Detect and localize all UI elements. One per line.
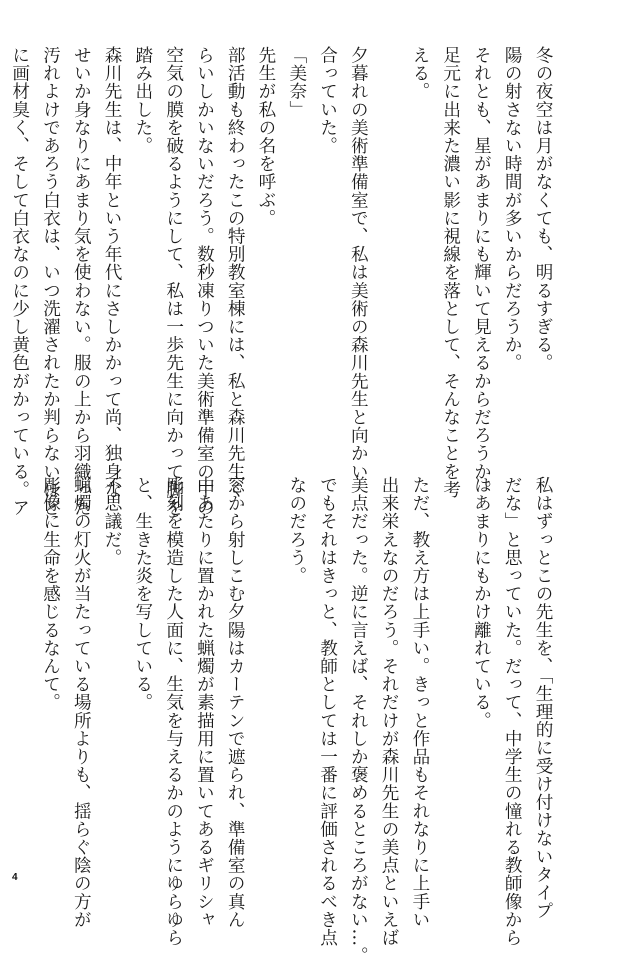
text-line: 不思議だ。 — [102, 476, 123, 567]
text-line: 彫刻を模造した人面に、生気を与えるかのようにゆらゆら — [163, 476, 184, 947]
text-line: らいしかいないだろう。数秒凍りついた美術準備室の中の — [194, 46, 215, 517]
text-line: 私はずっとこの先生を、「生理的に受け付けないタイプ — [533, 476, 553, 920]
text-line: でもそれはきっと、教師としては一番に評価されるべき点 — [317, 476, 338, 947]
text-line: 蝋燭の灯火が当たっている場所よりも、揺らぐ陰の方が — [71, 476, 92, 929]
text-line: 足元に出来た濃い影に視線を落として、そんなことを考 — [440, 46, 461, 499]
text-line: 先生が私の名を呼ぶ。 — [255, 46, 276, 227]
text-line: はあまりにもかけ離れている。 — [471, 476, 492, 730]
text-line: なのだろう。 — [286, 476, 307, 585]
text-line: 彫像に生命を感じるなんて。 — [40, 476, 61, 712]
text-line: 中あたりに置かれた蝋燭が素描用に置いてあるギリシャ — [194, 476, 215, 929]
text-line: 踏み出した。 — [132, 46, 153, 155]
text-line: 部活動も終わったこの特別教室棟には、私と森川先生く — [225, 46, 246, 499]
text-line: える。 — [409, 46, 430, 101]
text-line: それとも、星があまりにも輝いて見えるからだろうか。 — [471, 46, 492, 499]
text-line: と、生きた炎を写している。 — [132, 476, 153, 712]
page-number: 4 — [12, 872, 18, 883]
text-line — [0, 46, 4, 454]
text-line: 窓から射しこむ夕陽はカーテンで遮られ、準備室の真ん — [225, 476, 246, 929]
text-line: だな」と思っていた。だって、中学生の憧れる教師像から — [502, 476, 523, 947]
text-line — [4, 476, 35, 884]
text-line — [373, 46, 404, 454]
text-line: に画材臭く、そして白衣なのに少し黄色がかっている。ア — [9, 46, 30, 517]
text-line: 美点だった。逆に言えば、それしか褒めるところがない…。 — [348, 476, 369, 965]
text-line: 夕暮れの美術準備室で、私は美術の森川先生と向かい — [348, 46, 369, 481]
text-line — [250, 476, 281, 884]
text-line: ただ、教え方は上手い。きっと作品もそれなりに上手い — [409, 476, 430, 929]
text-line: 汚れよけであろう白衣は、いつ洗濯されたか判らないほど — [40, 46, 61, 517]
text-line: 森川先生は、中年という年代にさしかかって尚、独身な — [102, 46, 123, 499]
text-line: 合っていた。 — [317, 46, 338, 155]
text-line: 冬の夜空は月がなくても、明るすぎる。 — [533, 46, 553, 372]
text-line: 陽の射さない時間が多いからだろうか。 — [502, 46, 523, 372]
text-block-top — [9, 46, 558, 517]
text-block-bottom — [40, 476, 558, 965]
text-line: 空気の膜を破るようにして、私は一歩先生に向かって脚を — [163, 46, 184, 517]
text-line — [435, 476, 466, 884]
text-line — [0, 476, 4, 884]
text-line: 「美奈」 — [286, 46, 307, 119]
text-line: 出来栄えなのだろう。それだけが森川先生の美点といえば — [379, 476, 400, 947]
text-line: せいか身なりにあまり気を使わない。服の上から羽織った — [71, 46, 92, 517]
